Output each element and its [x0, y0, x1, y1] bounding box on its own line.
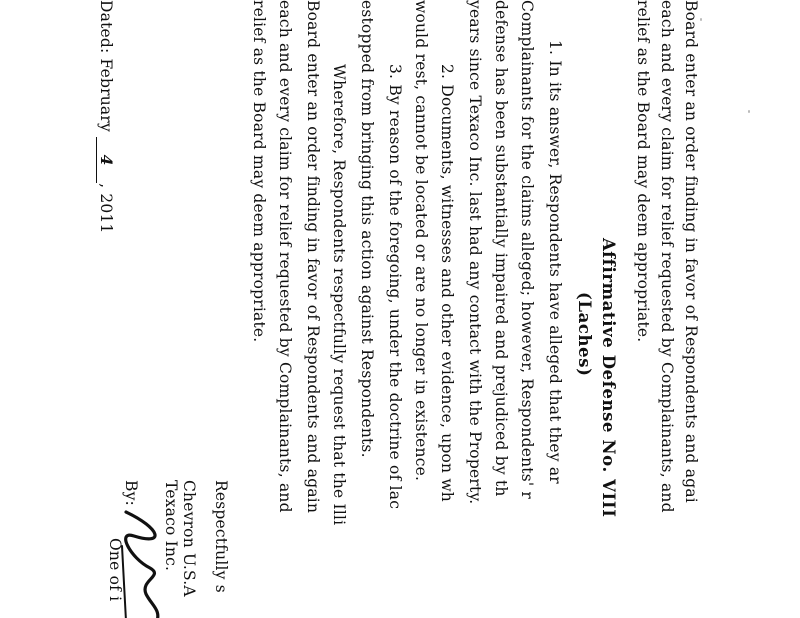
firm-line-2: Texaco Inc. [162, 480, 180, 572]
firm-line-1: Chevron U.S.A [180, 480, 198, 597]
one-of-line: One of i [106, 538, 124, 602]
opening-line-1: Board enter an order finding in favor of Respondents and agai [682, 0, 700, 503]
handwritten-signature [112, 506, 170, 618]
scan-speck [748, 110, 750, 113]
dated-year: 2011 [97, 193, 115, 234]
paragraph3-line-1: 3. By reason of the foregoing, under the doctrine of lac [386, 64, 404, 510]
dated-day: 4 [96, 137, 116, 183]
by-label: By: [122, 480, 140, 506]
wherefore-line-1: Wherefore, Respondents respectfully request that the Illi [330, 64, 348, 526]
wherefore-line-4: relief as the Board may deem appropriate. [250, 0, 268, 343]
paragraph1-line-4: years since Texaco Inc. last had any contact with the Property. [466, 0, 484, 505]
respectfully-submitted: Respectfully s [212, 480, 230, 593]
paragraph1-line-3: defense has been substantially impaired and prejudiced by th [492, 0, 510, 497]
paragraph3-line-2: estopped from bringing this action against Respondents. [358, 0, 376, 458]
dated-line: Dated: February 4, 2011 [97, 0, 116, 234]
paragraph1-line-1: 1. In its answer, Respondents have alleged that they ar [546, 40, 564, 484]
defense-title: Affirmative Defense No. VIII [599, 238, 618, 518]
wherefore-line-3: each and every claim for relief requested by Complainants, and [276, 0, 294, 513]
paragraph1-line-2: Complainants for the claims alleged; however, Respondents' r [518, 0, 536, 500]
opening-line-2: each and every claim for relief requested by Complainants, and [658, 0, 676, 513]
opening-line-3: relief as the Board may deem appropriate. [634, 0, 652, 343]
paragraph2-line-1: 2. Documents, witnesses and other evidence, upon wh [438, 64, 456, 502]
paragraph2-line-2: would rest, cannot be located or are no longer in existence. [412, 0, 430, 482]
dated-prefix: Dated: February [97, 0, 115, 132]
scan-speck [700, 18, 702, 21]
wherefore-line-2: Board enter an order finding in favor of Respondents and again [304, 0, 322, 514]
defense-subtitle: (Laches) [575, 292, 594, 377]
